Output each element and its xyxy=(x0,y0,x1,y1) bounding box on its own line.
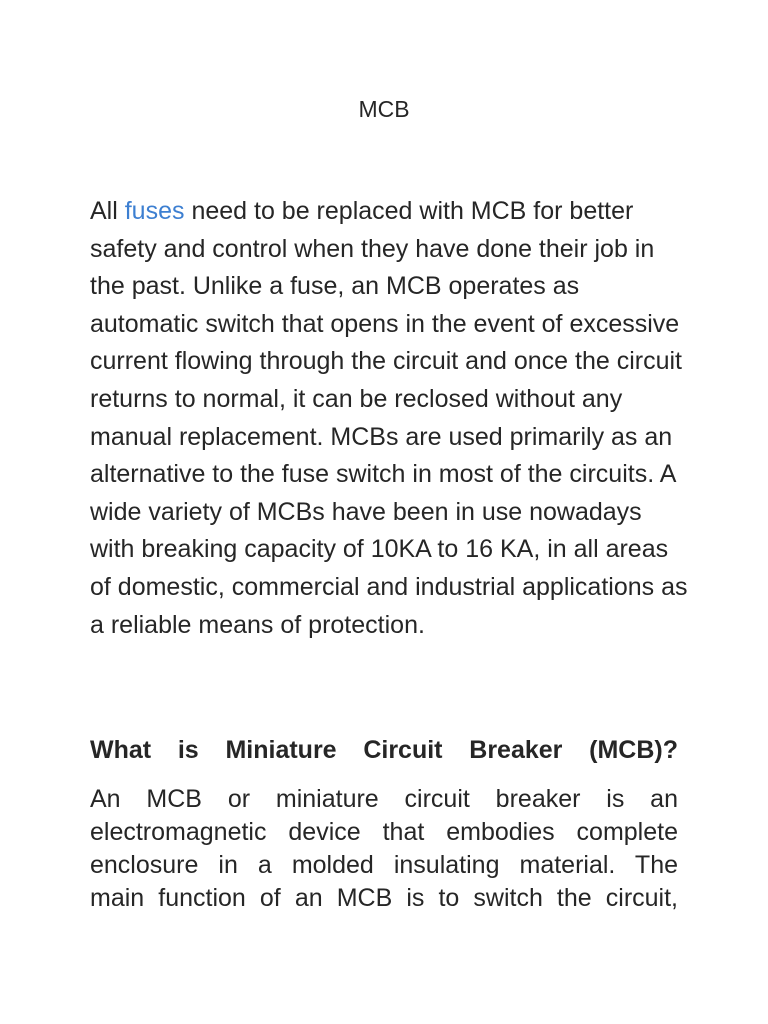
intro-paragraph xyxy=(90,193,690,644)
document-title: MCB xyxy=(358,96,410,122)
section-line: An MCB or miniature circuit breaker is an xyxy=(90,785,678,813)
section-paragraph xyxy=(90,783,678,915)
section-line: main function of an MCB is to switch the circuit, xyxy=(90,884,678,912)
section-line: enclosure in a molded insulating material. The xyxy=(90,851,678,879)
section-heading: What is Miniature Circuit Breaker (MCB)? xyxy=(90,736,678,764)
section-line: electromagnetic device that embodies complete xyxy=(90,818,678,846)
intro-text: need to be replaced with MCB for better safety and control when they have done their job in the past. Unlike a fuse, an MCB operates as automatic switch that opens in the event of excessive current flowing through the circuit and once the circuit returns to normal, it can be reclosed without any manual replacement. MCBs are used primarily as an alternative to the fuse switch in most of the circuits. A wide variety of MCBs have been in use nowadays with breaking capacity of 10KA to 16 KA, in all areas of domestic, commercial and industrial applications as a reliable means of protection. xyxy=(90,197,688,639)
intro-lead: All xyxy=(90,197,125,225)
fuses-link[interactable]: fuses xyxy=(124,197,185,225)
